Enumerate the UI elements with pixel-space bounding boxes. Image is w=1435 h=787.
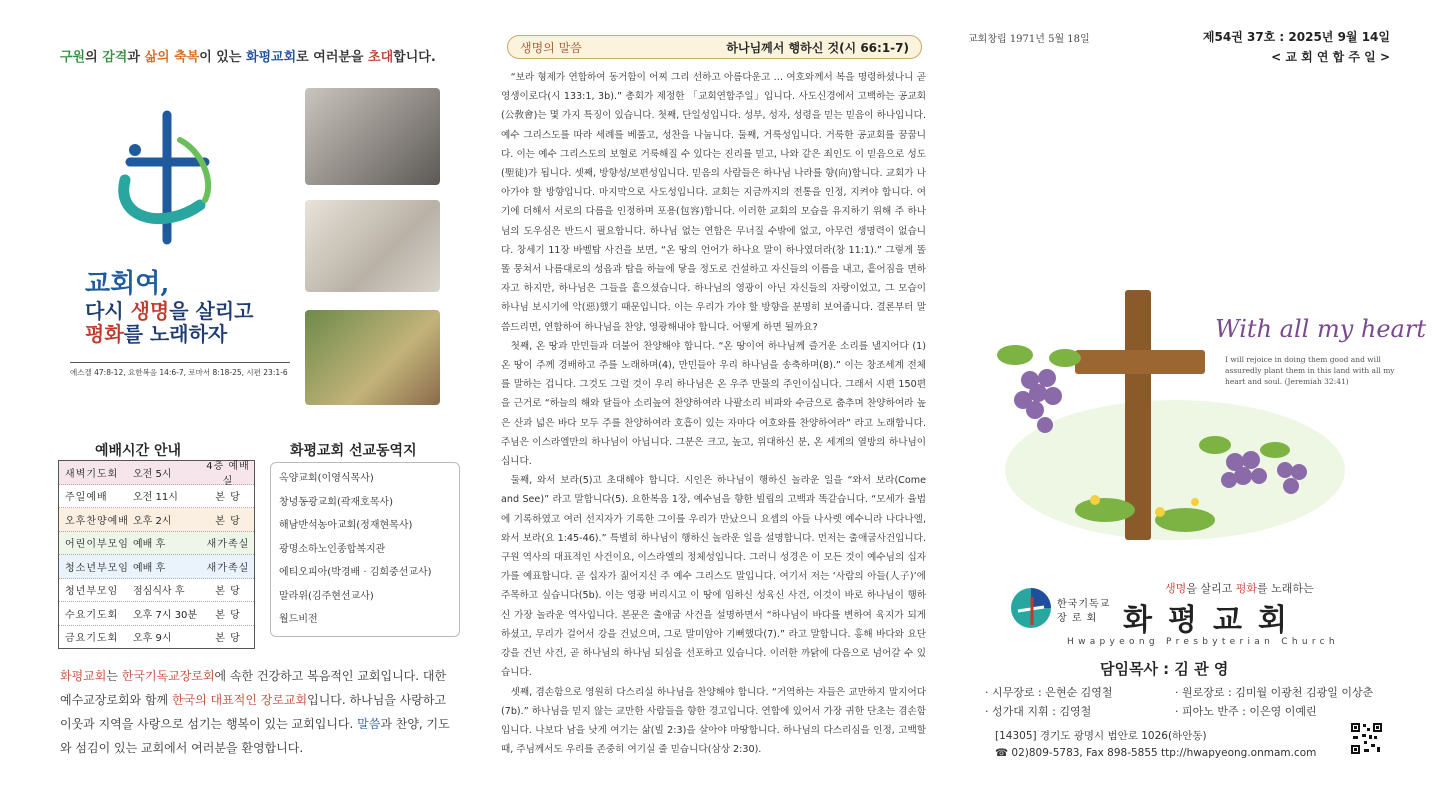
slogan bbox=[85, 270, 285, 346]
sunday-name: < 교 회 연 합 주 일 > bbox=[1271, 50, 1390, 64]
staff-row bbox=[985, 702, 1405, 721]
worship-place: 4층 예배실 bbox=[206, 461, 250, 488]
sermon-body bbox=[501, 68, 926, 759]
slogan-word-life: 생명 bbox=[130, 298, 170, 323]
intro-text: 에 속한 건강하고 복음적인 교회입니다. 대한예수교장로회와 함께 bbox=[60, 669, 447, 707]
mission-partner-item: 월드비전 bbox=[279, 614, 318, 625]
tagline-word: 평화 bbox=[1235, 582, 1258, 595]
church-tagline bbox=[1165, 580, 1314, 596]
mission-partner-item: 옥양교회(이영식목사) bbox=[279, 473, 374, 484]
illustration-caption: With all my heart bbox=[1215, 315, 1426, 343]
worship-row bbox=[59, 579, 254, 603]
mission-partner-item: 창녕동광교회(곽재호목사) bbox=[279, 496, 394, 508]
worship-name: 금요기도회 bbox=[65, 633, 119, 645]
founding-date: 교회창립 1971년 5월 18일 bbox=[968, 34, 1090, 45]
worship-row bbox=[59, 532, 254, 556]
intro-text: 입니다. 하나님을 사랑하고 이웃과 지역을 사랑으로 섬기는 행복이 있는 교회입니다. bbox=[60, 693, 447, 731]
invite-word-joy: 감격 bbox=[102, 50, 128, 65]
issue-number: 제54권 37호 : 2025년 9월 14일 bbox=[1202, 30, 1390, 44]
sermon-paragraph: 둘째, 와서 보라(5)고 초대해야 합니다. 시인은 하나님이 행하신 놀라운 일을 “와서 보라(Come and See)” 라고 말합니다(5). 요한복음 1장, 예수님을 향한 빌립의 고백과 똑같습니다. “모세가 율법에 기록하였고 여러 선지자가 기록한 그이를 우리가 만났으니 요셉의 아들 나사렛 예수니라 나다나엘, 와서 보라(요 1:45-46).” 특별히 하나님이 행하신 놀라운 일을 설명합니다. 먼저는 출애굽사건입니다. 구원 역사의 대표적인 사건이요, 이스라엘의 정체성입니다. 그러니 성경은 이 모든 것이 예수님의 십자가를 예표합니다. 곧 십자가 짊어지신 주 예수 그리스도 말입니다. 여기서 저는 ‘사람의 아들(人子)’에 주목하고 싶습니다(5b). 이는 영광 버리시고 이 땅에 임하신 성육신 사건, 이것이 바로 하나님이 행하신 가장 놀라운 역사입니다. 본문은 출애굽 사건을 설명하면서 “하나님이 바다를 변하여 육지가 되게 하셨고, 무리가 걸어서 강을 건넜으며, 그로 말미암아 기뻐했다(7).” 라고 말합니다. 홍해 바다와 요단강을 건넌 사건, 곧 하나님의 하나님 되심을 선포하고 있습니다. 이러한 까닭에 다음으로 넘어갈 수 있습니다. bbox=[501, 475, 926, 679]
slogan-text: 를 노래하자 bbox=[123, 321, 228, 346]
contact-line: ☎ 02)809-5783, Fax 898-5855 ttp://hwapyeong.onmam.com bbox=[995, 747, 1317, 759]
worship-time: 오전 11시 bbox=[133, 492, 178, 504]
worship-row bbox=[59, 508, 254, 532]
staff-entry: · 피아노 반주 : 이은영 이예린 bbox=[1175, 705, 1317, 718]
worship-name: 청년부모임 bbox=[65, 586, 119, 598]
church-emblem-icon bbox=[1010, 587, 1052, 629]
intro-text: 말씀 bbox=[357, 717, 381, 731]
worship-name: 어린이부모임 bbox=[65, 539, 129, 551]
worship-name: 수요기도회 bbox=[65, 609, 119, 621]
worship-time: 오후 2시 bbox=[133, 515, 172, 527]
worship-place: 본 당 bbox=[215, 586, 241, 598]
worship-place: 본 당 bbox=[215, 515, 241, 527]
issue-info bbox=[1203, 27, 1390, 67]
worship-place: 본 당 bbox=[215, 633, 241, 645]
mission-partners-list bbox=[270, 462, 460, 637]
invite-word-blessing: 삶의 축복 bbox=[144, 50, 200, 65]
church-name: 화평교회 bbox=[1123, 603, 1303, 638]
denomination bbox=[1057, 598, 1110, 626]
mission-partner-item: 말라위(김주현선교사) bbox=[279, 590, 374, 602]
worship-time: 오전 5시 bbox=[133, 468, 172, 480]
worship-row bbox=[59, 555, 254, 579]
denomination-line-2: 장 로 회 bbox=[1057, 613, 1098, 624]
outdoor-group-photo bbox=[305, 310, 440, 405]
church-address bbox=[995, 728, 1316, 762]
worship-schedule-title: 예배시간 안내 bbox=[95, 443, 182, 459]
address-line: [14305] 경기도 광명시 범안로 1026(하안동) bbox=[995, 730, 1207, 742]
invitation-line bbox=[60, 46, 460, 65]
worship-time: 예배 후 bbox=[133, 539, 166, 551]
intro-text: 화평교회 bbox=[60, 669, 107, 683]
slogan-word-peace: 평화 bbox=[85, 321, 124, 346]
worship-place: 새가족실 bbox=[206, 539, 250, 551]
intro-text: 과 찬양, 기도와 섬김이 있는 교회에서 여러분을 환영합니다. bbox=[60, 717, 450, 755]
cross-grapes-illustration-icon bbox=[985, 240, 1415, 560]
worship-time: 예배 후 bbox=[133, 562, 166, 574]
staff-row bbox=[985, 683, 1405, 702]
worship-schedule-table bbox=[58, 460, 255, 649]
slogan-text: 다시 bbox=[85, 298, 131, 323]
tagline-text: 를 노래하는 bbox=[1257, 582, 1314, 595]
sermon-paragraph: 첫째, 온 땅과 만민들과 더불어 찬양해야 합니다. “온 땅이여 하나님께 즐거운 소리를 낼지어다 (1) 온 땅이 주께 경배하고 주를 노래하며(4), 만민들아 우리 하나님을 송축하며(8).” 이는 창조세계 전체를 말하는 겁니다. 그것도 그럴 것이 우리 하나님은 온 우주 만물의 주인이십니다. 그래서 시편 150편을 근거로 “하늘의 해와 달들아 소리높여 찬양하여라 나팔소리 비파와 수금으로 춤추며 찬양하여라 높은 산과 넓은 바다 모두 주를 찬양하여라 호흡이 있는 자마다 여호와를 찬양하여라” 라고 노래합니다. 주님은 이스라엘만의 하나님이 아닙니다. 그분은 크고, 높고, 위대하신 분, 온 세계의 열방의 하나님이십니다. bbox=[501, 340, 926, 468]
tagline-text: 을 살리고 bbox=[1186, 582, 1236, 595]
sermon-header bbox=[507, 35, 922, 59]
worship-row bbox=[59, 626, 254, 649]
worship-time: 오후 7시 30분 bbox=[133, 609, 198, 621]
choir-photo bbox=[305, 200, 440, 292]
intro-text: 한국기독교장로회 bbox=[121, 669, 215, 683]
invite-church-name: 화평교회 bbox=[245, 50, 297, 65]
invite-word-salvation: 구원 bbox=[60, 50, 86, 65]
worship-time: 오후 9시 bbox=[133, 633, 172, 645]
mission-partner-item: 에티오피아(박경배 · 김희중선교사) bbox=[279, 567, 432, 578]
worship-name: 새벽기도회 bbox=[65, 468, 119, 480]
worship-place: 새가족실 bbox=[206, 562, 250, 574]
denomination-line-1: 한국기독교 bbox=[1057, 599, 1111, 610]
invite-text: 과 bbox=[127, 50, 145, 65]
worship-name: 청소년부모임 bbox=[65, 562, 129, 574]
invite-text: 로 여러분을 bbox=[296, 50, 369, 65]
mission-partner-item: 해남반석농아교회(정재현목사) bbox=[279, 520, 413, 531]
invite-text: 의 bbox=[85, 50, 103, 65]
worship-row bbox=[59, 461, 254, 488]
intro-text: 는 bbox=[106, 669, 122, 683]
cross-logo-icon bbox=[105, 110, 225, 250]
worship-row bbox=[59, 602, 254, 626]
staff-entry: · 시무장로 : 은현순 김영철 bbox=[985, 686, 1113, 699]
invite-text: 이 있는 bbox=[199, 50, 246, 65]
worship-row bbox=[59, 485, 254, 509]
senior-pastor: 담임목사 : 김 관 영 bbox=[1100, 660, 1229, 678]
staff-entry: · 원로장로 : 김미월 이광천 김광일 이상춘 bbox=[1175, 686, 1374, 699]
mission-partners-title: 화평교회 선교동역지 bbox=[290, 443, 417, 459]
left-panel bbox=[0, 0, 470, 787]
slogan-line-2 bbox=[85, 300, 285, 323]
worship-name: 주일예배 bbox=[65, 492, 108, 504]
slogan-text: 을 살리고 bbox=[169, 298, 254, 323]
church-english-name: Hwapyeong Presbyterian Church bbox=[1067, 637, 1339, 647]
illustration-verse: I will rejoice in doing them good and will assuredly plant them in this land with all my heart and soul. (Jeremiah 32:41) bbox=[1225, 355, 1395, 386]
worship-place: 본 당 bbox=[215, 609, 241, 621]
slogan-line-1: 교회여, bbox=[85, 269, 170, 299]
congregation-photo bbox=[305, 88, 440, 185]
tagline-word: 생명 bbox=[1165, 582, 1187, 595]
sermon-title: 하나님께서 행하신 것(시 66:1-7) bbox=[726, 40, 909, 55]
scripture-references: 에스겔 47:8-12, 요한복음 14:6-7, 로마서 8:18-25, 시편 23:1-6 bbox=[70, 362, 290, 378]
worship-name: 오후찬양예배 bbox=[65, 515, 129, 527]
middle-panel bbox=[485, 0, 940, 787]
invite-word-invite: 초대 bbox=[368, 50, 394, 65]
sermon-paragraph: 셋째, 겸손함으로 영원히 다스리실 하나님을 찬양해야 합니다. “거역하는 자들은 교만하지 말지어다(7b).” 하나님을 믿지 않는 교만한 사람들을 향한 경고입니다. 연합에 있어서 가장 귀한 단초는 겸손함입니다. 나보다 남을 낫게 여기는 삶(빌 2:3)을 살아야 마땅합니다. 하나님의 다스리심을 인정, 고백할 때, 주님께서도 우리를 존중히 여기실 줄 믿습니다(삼상 2:30). bbox=[501, 686, 926, 756]
sermon-label: 생명의 말씀 bbox=[520, 40, 582, 55]
intro-text: 한국의 대표적인 장로교회 bbox=[171, 693, 308, 707]
invite-text: 합니다. bbox=[393, 50, 436, 65]
worship-time: 점심식사 후 bbox=[133, 586, 185, 598]
mission-partner-item: 광명소하노인종합복지관 bbox=[279, 543, 386, 555]
staff-entry: · 성가대 지휘 : 김영철 bbox=[985, 705, 1092, 718]
staff-list bbox=[985, 683, 1405, 721]
qr-code-icon[interactable] bbox=[1350, 722, 1383, 755]
slogan-line-3 bbox=[85, 323, 285, 346]
church-introduction bbox=[60, 664, 450, 760]
right-panel bbox=[955, 0, 1435, 787]
worship-place: 본 당 bbox=[215, 492, 241, 504]
sermon-paragraph: “보라 형제가 연합하여 동거함이 어찌 그리 선하고 아름다운고 … 여호와께서 복을 명령하셨나니 곧 영생이로다(시 133:1, 3b).” 총회가 제정한 「교회연합주일」입니다. 사도신경에서 고백하는 공교회(公敎會)는 몇 가지 특징이 있습니다. 첫째, 단일성입니다. 성부, 성자, 성령을 믿는 믿음이 하나입니다. 예수 그리스도를 따라 세례를 베풀고, 성찬을 나눕니다. 둘째, 거룩성입니다. 거룩한 공교회를 꿈꿉니다. 이는 예수 그리스도의 보혈로 거룩해질 수 있다는 진리를 믿고, 나와 같은 죄인도 이 믿음으로 성도(聖徒)가 됩니다. 셋째, 방향성/보편성입니다. 믿음의 사람들은 하나님 나라를 향(向)합니다. 교회가 나아가야 할 방향입니다. 마지막으로 사도성입니다. 교회는 지금까지의 전통을 인정, 지켜야 합니다. 여기에 더해서 서로의 다름을 인정하며 포용(包容)합니다. 이러한 교회의 모습을 유지하기 위해 주 하나님의 도우심은 반드시 필요합니다. 하나님 없는 연합은 무너질 수밖에 없고, 아무런 생명력이 없습니다. 창세기 11장 바벨탑 사건을 보면, “온 땅의 언어가 하나요 말이 하나였더라(창 11:1).” 그렇게 똘똘 뭉쳐서 나름대로의 성읍과 탑을 하늘에 닿을 정도로 건설하고 자신들의 이름을 내고, 흩어짐을 면하자고 하지만, 하나님은 그들을 흩으셨습니다. 하나님의 영광이 아닌 자신들의 자랑이었고, 그 모습이 하나님 보시기에 악(惡)했기 때문입니다. 이는 우리가 가야 할 방향을 분명히 보여줍니다. 결론부터 말씀드리면, 연합하여 하나님을 찬양, 영광해내야 합니다. 어떻게 하면 될까요? bbox=[501, 72, 926, 333]
